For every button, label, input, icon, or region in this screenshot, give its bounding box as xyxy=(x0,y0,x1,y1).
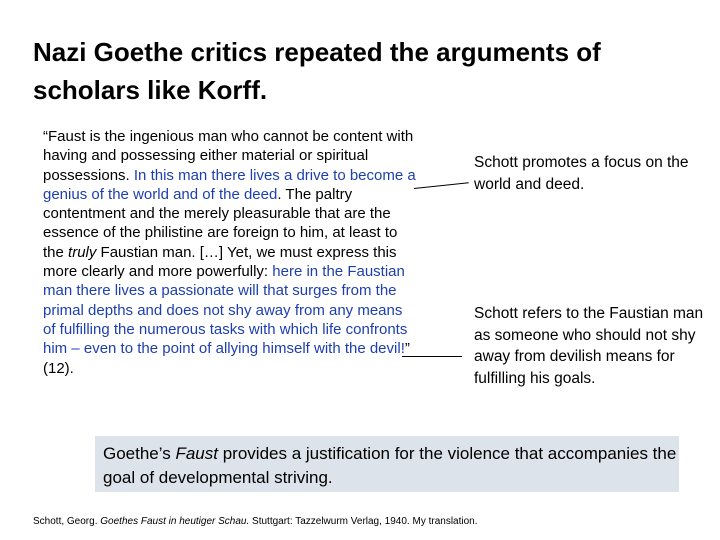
summary-box xyxy=(95,436,679,492)
citation-text: Stuttgart: Tazzelwurm Verlag, 1940. My translation. xyxy=(249,516,478,527)
quote-emphasis: truly xyxy=(68,243,97,261)
citation xyxy=(33,516,478,527)
slide-title: Nazi Goethe critics repeated the arguments of scholars like Korff. xyxy=(33,37,601,105)
quote-text: Faustian man. […] Yet, we must express this more clearly and more powerfully: xyxy=(43,243,397,281)
annotation-note: Schott refers to the Faustian man as someone who should not shy away from devilish means for fulfilling his goals. xyxy=(474,305,704,387)
quote-highlight: In this man there lives a drive to become a genius of the world and of the deed xyxy=(43,166,416,203)
quote-text: . The paltry contentment and the merely pleasurable that are the essence of the philistine are foreign to him, at least to the xyxy=(43,185,398,261)
quote-highlight: here in the Faustian man there lives a passionate will that surges from the primal depths and does not shy away from any means of fulfilling the numerous tasks with which life confronts him – even to the point of allying himself with the devil! xyxy=(43,263,408,358)
citation-book-title: Goethes Faust in heutiger Schau. xyxy=(100,516,250,527)
summary-text: provides a justification for the violence that accompanies the goal of developmental striving. xyxy=(103,444,677,487)
connector-line xyxy=(414,182,469,189)
summary-emphasis: Faust xyxy=(175,444,218,463)
summary-text: Goethe’s xyxy=(103,444,176,463)
connector-line xyxy=(402,356,462,357)
quote-text: ” (12). xyxy=(43,340,410,377)
quote-block xyxy=(43,127,419,378)
quote-text: “Faust is the ingenious man who cannot be content with having and possessing either material or spiritual possessions. xyxy=(43,128,414,184)
annotation-note: Schott promotes a focus on the world and deed. xyxy=(474,154,689,193)
citation-text: Schott, Georg. xyxy=(33,516,101,527)
